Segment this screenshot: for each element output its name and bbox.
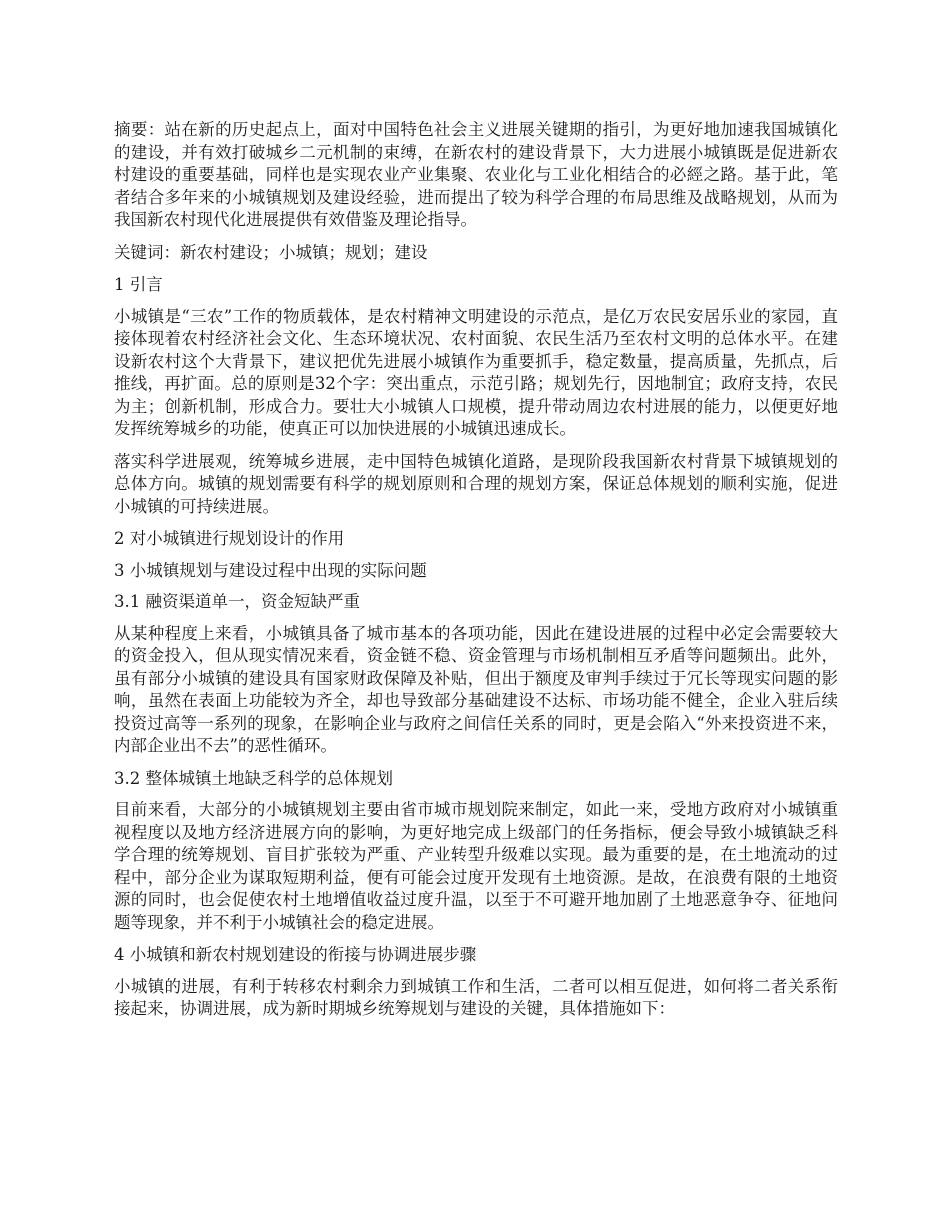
section-3-1-heading: 3.1 融资渠道单一，资金短缺严重 <box>114 592 360 611</box>
section-3-heading: 3 小城镇规划与建设过程中出现的实际问题 <box>114 560 427 580</box>
section-1-paragraph-2: 落实科学进展观，统筹城乡进展，走中国特色城镇化道路，是现阶段我国新农村背景下城镇规划的总体方向。城镇的规划需要有科学的规划原则和合理的规划方案，保证总体规划的顺利实施，促进小城镇的可持续进展。 <box>114 451 838 516</box>
keywords-line: 关键词：新农村建设；小城镇；规划；建设 <box>114 242 428 262</box>
section-3-2-heading: 3.2 整体城镇土地缺乏科学的总体规划 <box>114 768 393 788</box>
section-1-heading: 1 引言 <box>114 275 163 294</box>
section-3-1-paragraph: 从某种程度上来看，小城镇具备了城市基本的各项功能，因此在建设进展的过程中必定会需要较大的资金投入，但从现实情况来看，资金链不稳、资金管理与市场机制相互矛盾等问题频出。此外，虽有部分小城镇的建设具有国家财政保障及补贴，但出于额度及审判手续过于冗长等现实问题的影响，虽然在表面上功能较为齐全，却也导致部分基础建设不达标、市场功能不健全，企业入驻后续投资过高等一系列的现象，在影响企业与政府之间信任关系的同时，更是会陷入“外来投资进不来，内部企业出不去”的恶性循环。 <box>114 623 838 755</box>
section-4-paragraph: 小城镇的进展，有利于转移农村剩余力到城镇工作和生活，二者可以相互促进，如何将二者关系衔接起来，协调进展，成为新时期城乡统筹规划与建设的关键，具体措施如下： <box>114 976 838 1018</box>
section-3-2-paragraph: 目前来看，大部分的小城镇规划主要由省市城市规划院来制定，如此一来，受地方政府对小城镇重视程度以及地方经济进展方向的影响，为更好地完成上级部门的任务指标，便会导致小城镇缺乏科学合理的统筹规划、盲目扩张较为严重、产业转型升级难以实现。最为重要的是，在土地流动的过程中，部分企业为谋取短期利益，便有可能会过度开发现有土地资源。是故，在浪费有限的土地资源的同时，也会促使农村土地增值收益过度升温，以至于不可避开地加剧了土地恶意争夺、征地问题等现象，并不利于小城镇社会的稳定进展。 <box>114 800 838 932</box>
section-2-heading: 2 对小城镇进行规划设计的作用 <box>114 529 345 548</box>
abstract-paragraph: 摘要：站在新的历史起点上，面对中国特色社会主义进展关键期的指引，为更好地加速我国城镇化的建设，并有效打破城乡二元机制的束缚，在新农村的建设背景下，大力进展小城镇既是促进新农村建设的重要基础，同样也是实现农业产业集聚、农业化与工业化相结合的必經之路。基于此，笔者结合多年来的小城镇规划及建设经验，进而提出了较为科学合理的布局思维及战略规划，从而为我国新农村现代化进展提供有效借鉴及理论指导。 <box>114 120 838 229</box>
document-body <box>114 119 838 1031</box>
section-1-paragraph-1: 小城镇是“三农”工作的物质载体，是农村精神文明建设的示范点，是亿万农民安居乐业的家园，直接体现着农村经济社会文化、生态环境状况、农村面貌、农民生活乃至农村文明的总体水平。在建设新农村这个大背景下，建议把优先进展小城镇作为重要抓手，稳定数量，提高质量，先抓点，后推线，再扩面。总的原则是32个字：突出重点，示范引路；规划先行，因地制宜；政府支持，农民为主；创新机制，形成合力。要壮大小城镇人口规模，提升带动周边农村进展的能力，以便更好地发挥统筹城乡的功能，使真正可以加快进展的小城镇迅速成长。 <box>114 306 838 438</box>
section-4-heading: 4 小城镇和新农村规划建设的衔接与协调进展步骤 <box>114 945 477 964</box>
